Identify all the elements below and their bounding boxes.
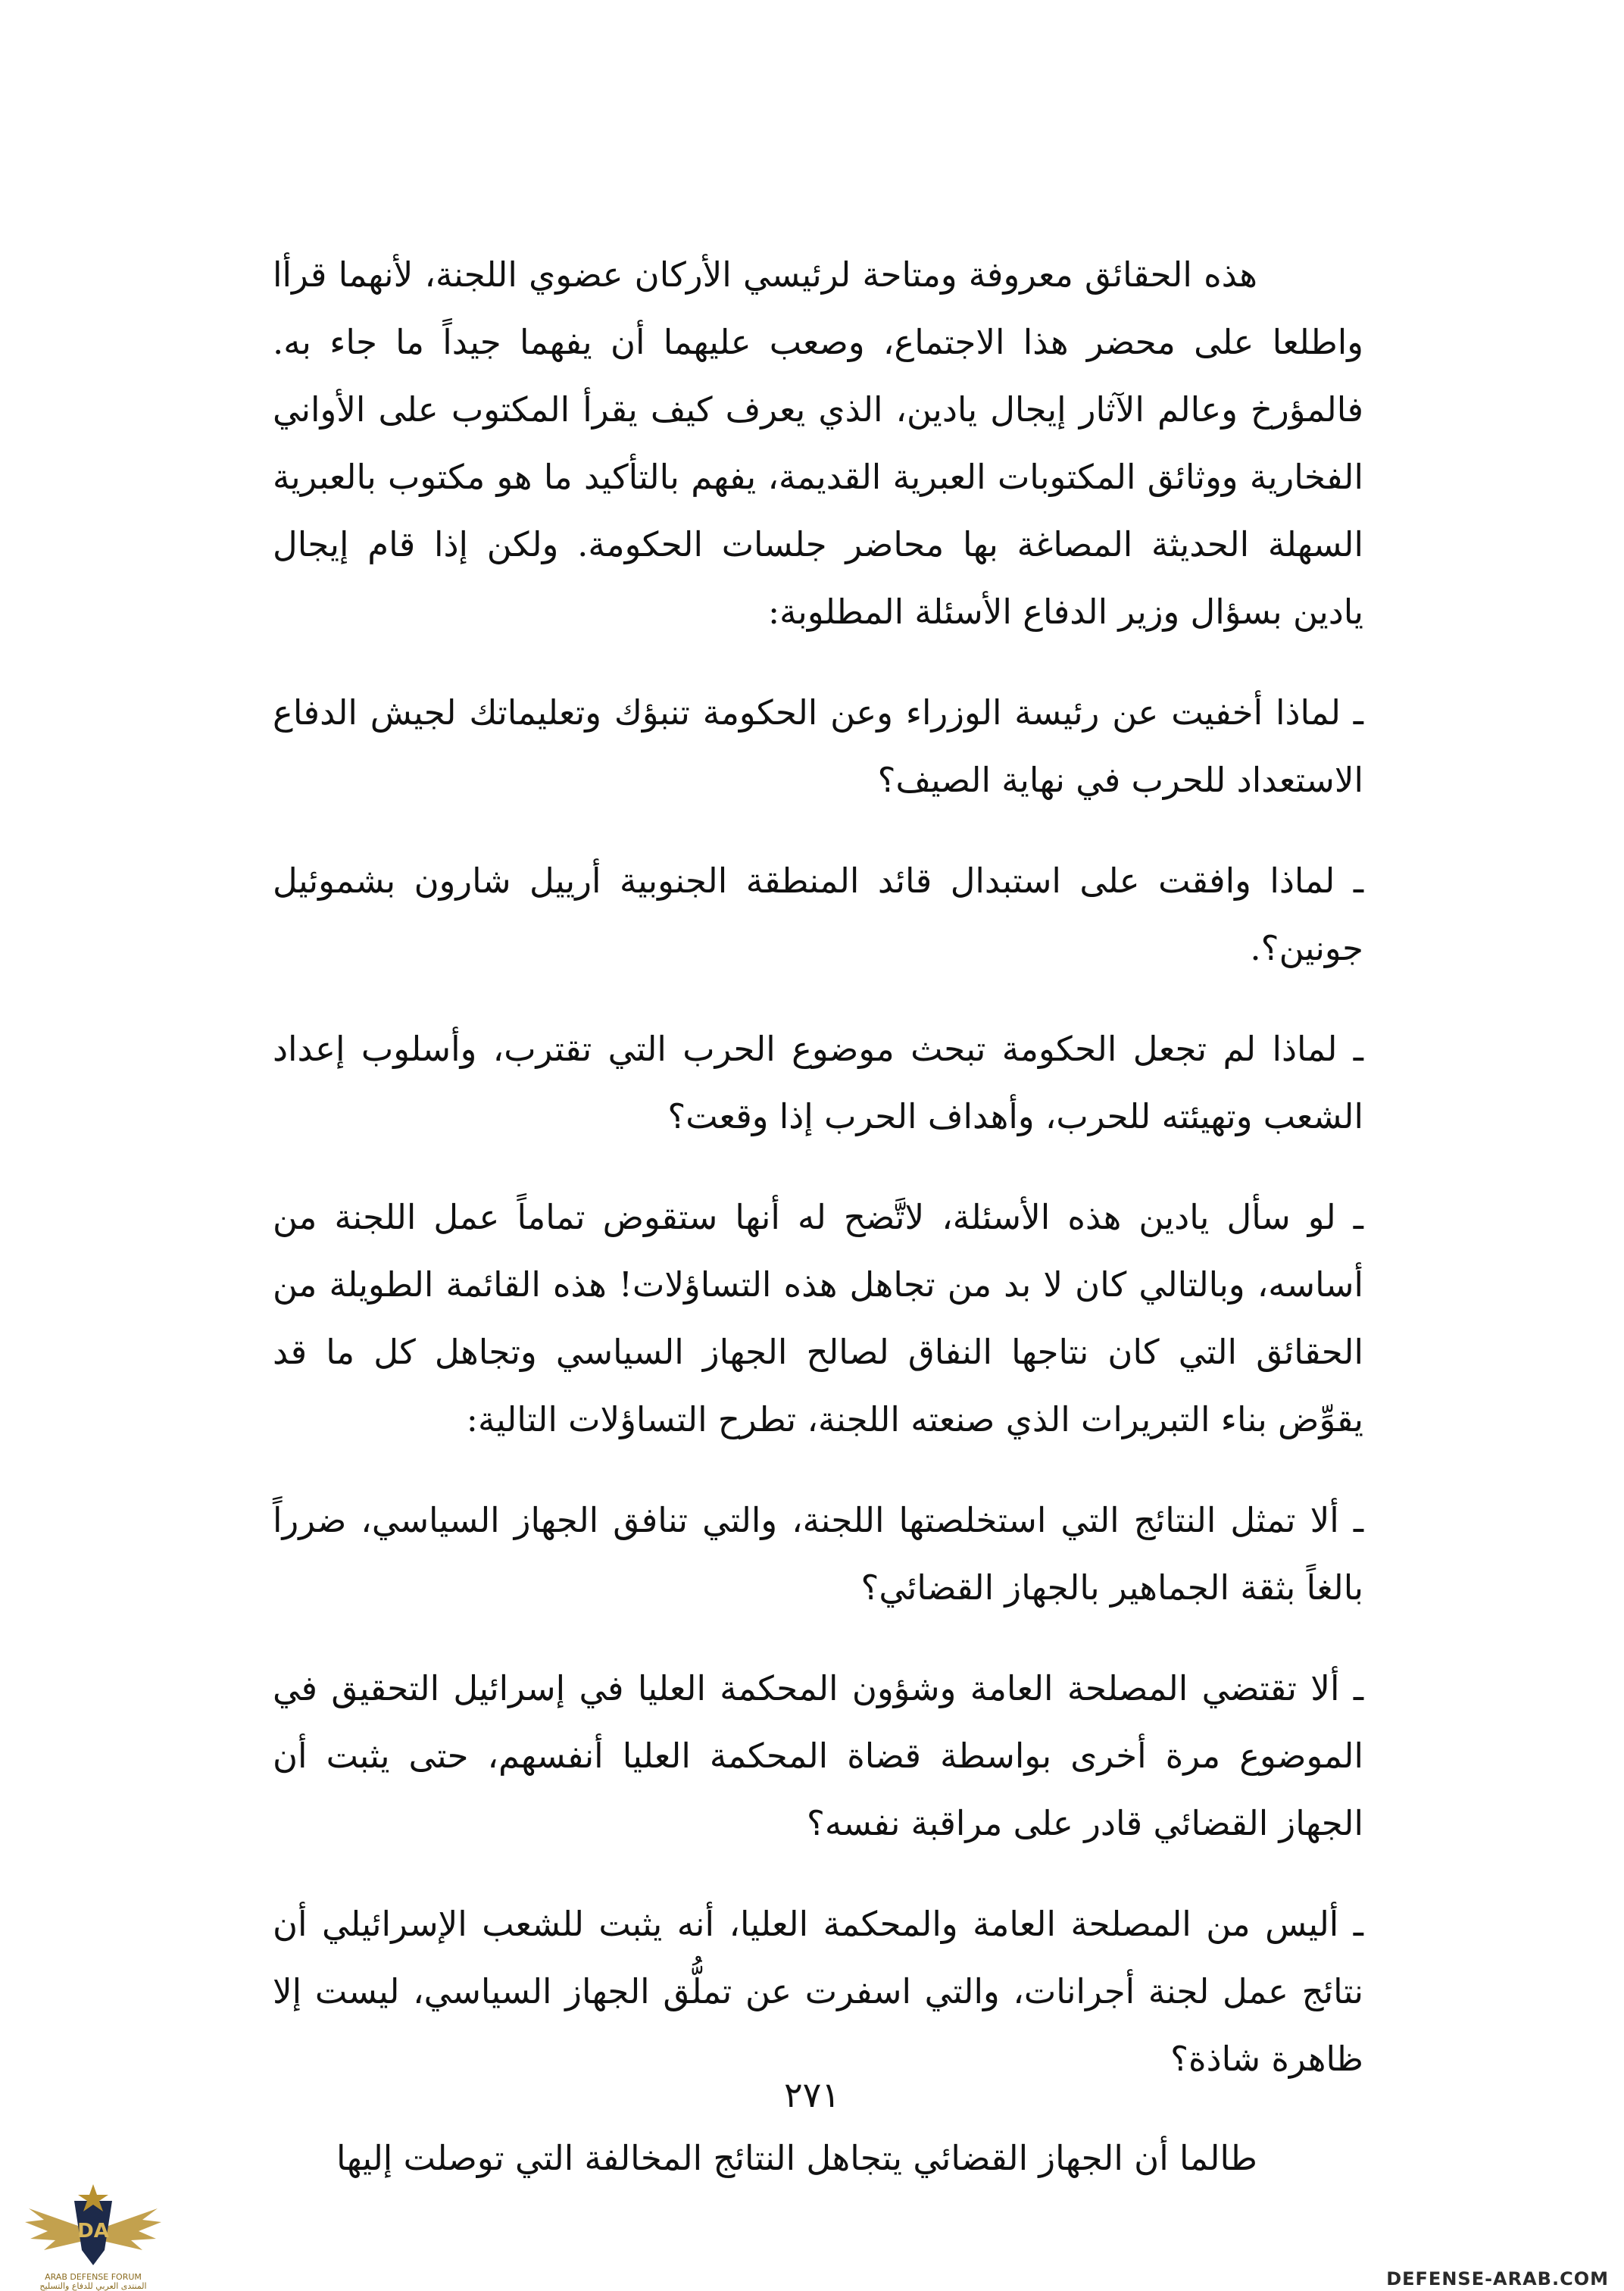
question-item: ـ لماذا أخفيت عن رئيسة الوزراء وعن الحكومة تنبؤك وتعليماتك لجيش الدفاع الاستعداد للحرب في نهاية الصيف؟ [273, 692, 1363, 800]
forum-logo-icon [21, 2178, 165, 2284]
page-number: ٢٧١ [783, 2074, 841, 2115]
followup-question: ـ ألا تمثل النتائج التي استخلصتها اللجنة، والتي تنافق الجهاز السياسي، ضرراً بالغاً بثقة الجماهير بالجهاز القضائي؟ [273, 1500, 1363, 1608]
question-item: ـ لماذا وافقت على استبدال قائد المنطقة الجنوبية أرييل شارون بشموئيل جونين؟. [273, 861, 1363, 968]
response-paragraph: ـ لو سأل يادين هذه الأسئلة، لاتَّضح له أنها ستقوض تماماً عمل اللجنة من أساسه، وبالتالي كان لا بد من تجاهل هذه التساؤلات! هذه القائمة الطويلة من الحقائق التي كان نتاجها النفاق لصالح الجهاز السياسي وتجاهل كل ما قد يقوِّض بناء التبريرات الذي صنعته اللجنة، تطرح التساؤلات التالية: [273, 1197, 1363, 1439]
lead-paragraph: هذه الحقائق معروفة ومتاحة لرئيسي الأركان عضوي اللجنة، لأنهما قرأا واطلعا على محضر هذا الاجتماع، وصعب عليهما أن يفهما جيداً ما جاء به. فالمؤرخ وعالم الآثار إيجال يادين، الذي يعرف كيف يقرأ المكتوب على الأواني الفخارية ووثائق المكتوبات العبرية القديمة، يفهم بالتأكيد ما هو مكتوب بالعبرية السهلة الحديثة المصاغة بها محاضر جلسات الحكومة. ولكن إذا قام إيجال يادين بسؤال وزير الدفاع الأسئلة المطلوبة: [273, 255, 1363, 632]
closing-line: طالما أن الجهاز القضائي يتجاهل النتائج المخالفة التي توصلت إليها [336, 2138, 1257, 2178]
forum-name-ar: المنتدى العربي للدفاع والتسليح [39, 2281, 147, 2291]
logo-letters: DA [77, 2220, 109, 2243]
logo-caption [8, 2273, 179, 2291]
question-item: ـ لماذا لم تجعل الحكومة تبحث موضوع الحرب التي تقترب، وأسلوب إعداد الشعب وتهيئته للحرب، وأهداف الحرب إذا وقعت؟ [273, 1029, 1363, 1136]
forum-name: ARAB DEFENSE FORUM [45, 2272, 142, 2282]
body-text [273, 241, 1363, 2192]
followup-question: ـ أليس من المصلحة العامة والمحكمة العليا، أنه يثبت للشعب الإسرائيلي أن نتائج عمل لجنة أجرانات، والتي اسفرت عن تملُّق الجهاز السياسي، ليست إلا ظاهرة شاذة؟ [273, 1904, 1363, 2079]
site-watermark: DEFENSE-ARAB.COM [1386, 2268, 1609, 2289]
followup-question: ـ ألا تقتضي المصلحة العامة وشؤون المحكمة العليا في إسرائيل التحقيق في الموضوع مرة أخرى بواسطة قضاة المحكمة العليا أنفسهم، حتى يثبت أن الجهاز القضائي قادر على مراقبة نفسه؟ [273, 1668, 1363, 1843]
